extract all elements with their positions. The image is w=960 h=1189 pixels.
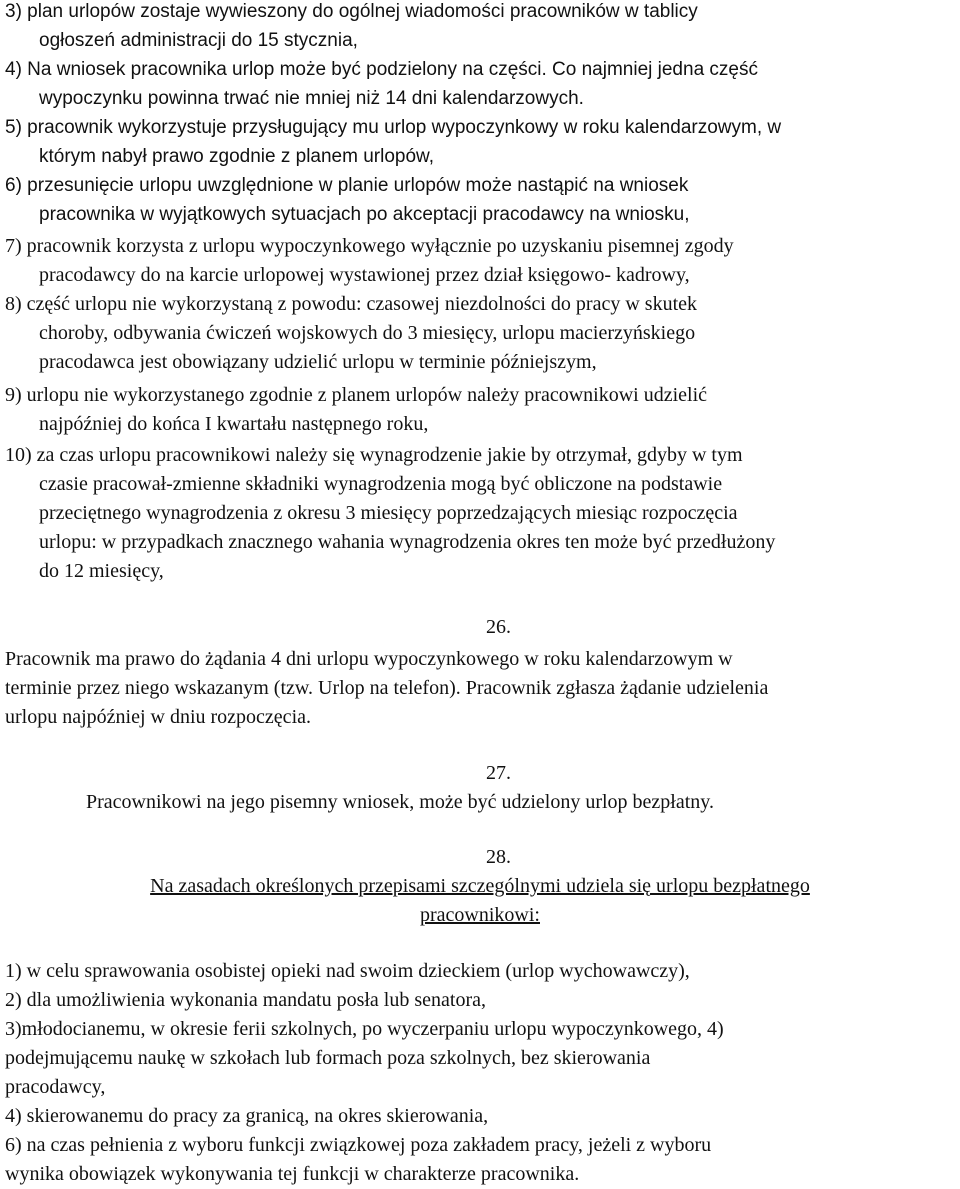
list-item: 5) pracownik wykorzystuje przysługujący mu urlop wypoczynkowy w roku kalendarzowym, w — [5, 117, 782, 138]
list-item-continuation: czasie pracował-zmienne składniki wynagrodzenia mogą być obliczone na podstawie — [39, 473, 723, 495]
list-item: podejmującemu naukę w szkołach lub formach poza szkolnych, bez skierowania — [5, 1047, 651, 1069]
list-item: 8) część urlopu nie wykorzystaną z powodu: czasowej niezdolności do pracy w skutek — [5, 293, 698, 315]
list-item: 6) przesunięcie urlopu uwzględnione w planie urlopów może nastąpić na wniosek — [5, 175, 689, 196]
paragraph-line: terminie przez niego wskazanym (tzw. Urlop na telefon). Pracownik zgłasza żądanie udzielenia — [5, 677, 769, 699]
list-item: 3)młodocianemu, w okresie ferii szkolnych, po wyczerpaniu urlopu wypoczynkowego, 4) — [5, 1018, 724, 1040]
heading-line: Na zasadach określonych przepisami szczególnymi udziela się urlopu bezpłatnego — [150, 875, 810, 897]
list-item: 4) Na wniosek pracownika urlop może być podzielony na części. Co najmniej jedna część — [5, 59, 758, 80]
section-heading — [0, 872, 960, 901]
list-item-continuation: do 12 miesięcy, — [39, 560, 164, 582]
list-item-continuation: pracownika w wyjątkowych sytuacjach po akceptacji pracodawcy na wniosku, — [39, 204, 690, 225]
list-item-continuation: najpóźniej do końca I kwartału następnego roku, — [39, 413, 429, 435]
paragraph-line: Pracownik ma prawo do żądania 4 dni urlopu wypoczynkowego w roku kalendarzowym w — [5, 648, 733, 670]
paragraph-line: urlopu najpóźniej w dniu rozpoczęcia. — [5, 706, 311, 728]
paragraph-line: Pracownikowi na jego pisemny wniosek, może być udzielony urlop bezpłatny. — [86, 791, 714, 813]
list-item: pracodawcy, — [5, 1076, 106, 1098]
list-item-continuation: którym nabył prawo zgodnie z planem urlopów, — [39, 146, 434, 167]
section-number: 27. — [486, 762, 511, 784]
list-item: 3) plan urlopów zostaje wywieszony do ogólnej wiadomości pracowników w tablicy — [5, 1, 698, 22]
list-item-continuation: choroby, odbywania ćwiczeń wojskowych do 3 miesięcy, urlopu macierzyńskiego — [39, 322, 696, 344]
section-heading — [0, 901, 960, 930]
list-item: 7) pracownik korzysta z urlopu wypoczynkowego wyłącznie po uzyskaniu pisemnej zgody — [5, 235, 734, 257]
list-item: wynika obowiązek wykonywania tej funkcji w charakterze pracownika. — [5, 1163, 580, 1185]
list-item-continuation: pracodawca jest obowiązany udzielić urlopu w terminie późniejszym, — [39, 351, 597, 373]
section-number: 28. — [486, 846, 511, 868]
list-item: 6) na czas pełnienia z wyboru funkcji związkowej poza zakładem pracy, jeżeli z wyboru — [5, 1134, 712, 1156]
list-item-continuation: ogłoszeń administracji do 15 stycznia, — [39, 30, 358, 51]
list-item-continuation: pracodawcy do na karcie urlopowej wystawionej przez dział księgowo- kadrowy, — [39, 264, 690, 286]
list-item: 9) urlopu nie wykorzystanego zgodnie z planem urlopów należy pracownikowi udzielić — [5, 384, 708, 406]
list-item-continuation: wypoczynku powinna trwać nie mniej niż 14 dni kalendarzowych. — [39, 88, 584, 109]
list-item-continuation: urlopu: w przypadkach znacznego wahania wynagrodzenia okres ten może być przedłużony — [39, 531, 776, 553]
list-item: 2) dla umożliwienia wykonania mandatu posła lub senatora, — [5, 989, 486, 1011]
heading-line: pracownikowi: — [420, 904, 540, 926]
section-number: 26. — [486, 616, 511, 638]
list-item-continuation: przeciętnego wynagrodzenia z okresu 3 miesięcy poprzedzających miesiąc rozpoczęcia — [39, 502, 738, 524]
list-item: 1) w celu sprawowania osobistej opieki nad swoim dzieckiem (urlop wychowawczy), — [5, 960, 690, 982]
list-item: 10) za czas urlopu pracownikowi należy się wynagrodzenie jakie by otrzymał, gdyby w tym — [5, 444, 743, 466]
list-item: 4) skierowanemu do pracy za granicą, na okres skierowania, — [5, 1105, 489, 1127]
